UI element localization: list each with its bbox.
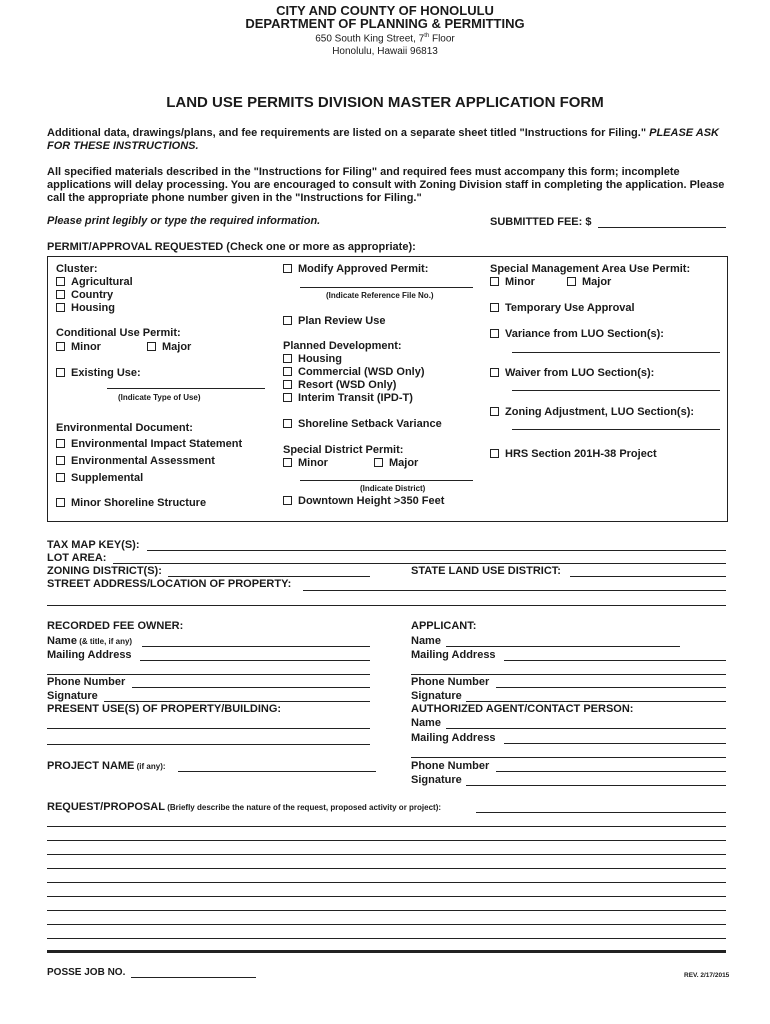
applicant-mailing-field-2[interactable] bbox=[411, 674, 726, 675]
tmk-field[interactable] bbox=[147, 550, 726, 551]
project-name-label: PROJECT NAME (if any): bbox=[47, 760, 166, 772]
owner-mailing-field-2[interactable] bbox=[47, 674, 370, 675]
owner-signature-label: Signature bbox=[47, 690, 98, 702]
agent-signature-label: Signature bbox=[411, 774, 462, 786]
state-land-use-field[interactable] bbox=[570, 576, 726, 577]
cluster-label: Cluster: bbox=[56, 263, 98, 275]
zoning-district-label: ZONING DISTRICT(S): bbox=[47, 565, 162, 577]
owner-name-label: Name (& title, if any) bbox=[47, 635, 133, 647]
sma-major-checkbox[interactable]: Major bbox=[567, 276, 611, 288]
special-district-label: Special District Permit: bbox=[283, 444, 404, 456]
form-title: LAND USE PERMITS DIVISION MASTER APPLICATION FORM bbox=[166, 94, 604, 111]
indicate-district-note: (Indicate District) bbox=[360, 484, 426, 493]
cluster-housing-checkbox[interactable]: Housing bbox=[56, 302, 115, 314]
tmk-label: TAX MAP KEY(S): bbox=[47, 539, 140, 551]
agent-title: AUTHORIZED AGENT/CONTACT PERSON: bbox=[411, 703, 634, 715]
interim-transit-checkbox[interactable]: Interim Transit (IPD-T) bbox=[283, 392, 413, 404]
cluster-country-checkbox[interactable]: Country bbox=[56, 289, 113, 301]
applicant-mailing-label: Mailing Address bbox=[411, 649, 496, 661]
indicate-ref-note: (Indicate Reference File No.) bbox=[326, 291, 434, 300]
intro-paragraph-2: All specified materials described in the "Instructions for Filing" and required fees must accompany this form; incomplete applications will delay processing. You are encouraged to consult with Zoning Division staff in completing the application. Please call the appropriate phone number given in the "Instructions for Filing." bbox=[47, 166, 725, 204]
supplemental-checkbox[interactable]: Supplemental bbox=[56, 472, 143, 484]
existing-use-field[interactable] bbox=[107, 388, 265, 389]
modify-approved-checkbox[interactable]: Modify Approved Permit: bbox=[283, 263, 428, 275]
applicant-mailing-field[interactable] bbox=[504, 660, 726, 661]
conditional-major-checkbox[interactable]: Major bbox=[147, 341, 191, 353]
revision-date: REV. 2/17/2015 bbox=[684, 972, 730, 979]
downtown-height-checkbox[interactable]: Downtown Height >350 Feet bbox=[283, 495, 444, 507]
variance-luo-field[interactable] bbox=[512, 352, 720, 353]
address-line-2: Honolulu, Hawaii 96813 bbox=[332, 46, 438, 57]
conditional-use-label: Conditional Use Permit: bbox=[56, 327, 181, 339]
lot-area-label: LOT AREA: bbox=[47, 552, 107, 564]
owner-signature-field[interactable] bbox=[104, 701, 370, 702]
owner-name-field[interactable] bbox=[142, 646, 370, 647]
district-field[interactable] bbox=[300, 480, 473, 481]
hrs-project-checkbox[interactable]: HRS Section 201H-38 Project bbox=[490, 448, 657, 460]
posse-field[interactable] bbox=[131, 977, 256, 978]
resort-checkbox[interactable]: Resort (WSD Only) bbox=[283, 379, 396, 391]
agent-mailing-label: Mailing Address bbox=[411, 732, 496, 744]
agent-phone-field[interactable] bbox=[496, 771, 726, 772]
request-line[interactable] bbox=[47, 854, 726, 855]
permit-requested-label: PERMIT/APPROVAL REQUESTED (Check one or more as appropriate): bbox=[47, 241, 416, 253]
agent-name-label: Name bbox=[411, 717, 441, 729]
existing-use-checkbox[interactable]: Existing Use: bbox=[56, 367, 141, 379]
indicate-type-note: (Indicate Type of Use) bbox=[118, 393, 201, 402]
agency-name: CITY AND COUNTY OF HONOLULU bbox=[276, 3, 494, 18]
pd-housing-checkbox[interactable]: Housing bbox=[283, 353, 342, 365]
agent-phone-label: Phone Number bbox=[411, 760, 490, 772]
request-label: REQUEST/PROPOSAL (Briefly describe the nature of the request, proposed activity or project): bbox=[47, 801, 442, 813]
present-use-field-2[interactable] bbox=[47, 744, 370, 745]
request-line[interactable] bbox=[47, 868, 726, 869]
waiver-luo-checkbox[interactable]: Waiver from LUO Section(s): bbox=[490, 367, 654, 379]
owner-mailing-field[interactable] bbox=[140, 660, 370, 661]
plan-review-checkbox[interactable]: Plan Review Use bbox=[283, 315, 385, 327]
agent-mailing-field-2[interactable] bbox=[411, 757, 726, 758]
sma-minor-checkbox[interactable]: Minor bbox=[490, 276, 535, 288]
ea-checkbox[interactable]: Environmental Assessment bbox=[56, 455, 215, 467]
agent-name-field[interactable] bbox=[446, 728, 726, 729]
request-line[interactable] bbox=[47, 938, 726, 939]
intro-paragraph-1: Additional data, drawings/plans, and fee requirements are listed on a separate sheet titled "Instructions for Filing." PLEASE ASK FOR THESE INSTRUCTIONS. bbox=[47, 127, 720, 152]
request-line[interactable] bbox=[47, 910, 726, 911]
waiver-luo-field[interactable] bbox=[512, 390, 720, 391]
agent-mailing-field[interactable] bbox=[504, 743, 726, 744]
temporary-use-checkbox[interactable]: Temporary Use Approval bbox=[490, 302, 635, 314]
footer-divider bbox=[47, 950, 726, 953]
special-major-checkbox[interactable]: Major bbox=[374, 457, 418, 469]
zoning-adjustment-field[interactable] bbox=[512, 429, 720, 430]
address-line-1: 650 South King Street, 7th Floor bbox=[315, 33, 455, 45]
posse-label: POSSE JOB NO. bbox=[47, 967, 126, 978]
applicant-name-field[interactable] bbox=[446, 646, 680, 647]
minor-shoreline-checkbox[interactable]: Minor Shoreline Structure bbox=[56, 497, 206, 509]
owner-phone-field[interactable] bbox=[132, 687, 370, 688]
lot-area-field[interactable] bbox=[113, 563, 726, 564]
print-legibly-note: Please print legibly or type the required information. bbox=[47, 215, 321, 227]
request-line[interactable] bbox=[47, 882, 726, 883]
sma-label: Special Management Area Use Permit: bbox=[490, 263, 691, 275]
applicant-phone-label: Phone Number bbox=[411, 676, 490, 688]
cluster-agricultural-checkbox[interactable]: Agricultural bbox=[56, 276, 133, 288]
commercial-checkbox[interactable]: Commercial (WSD Only) bbox=[283, 366, 425, 378]
state-land-use-label: STATE LAND USE DISTRICT: bbox=[411, 565, 561, 577]
owner-title: RECORDED FEE OWNER: bbox=[47, 620, 184, 632]
applicant-signature-label: Signature bbox=[411, 690, 462, 702]
department-name: DEPARTMENT OF PLANNING & PERMITTING bbox=[245, 16, 525, 31]
zoning-adjustment-checkbox[interactable]: Zoning Adjustment, LUO Section(s): bbox=[490, 406, 694, 418]
submitted-fee-field[interactable] bbox=[598, 227, 726, 228]
reference-file-field[interactable] bbox=[300, 287, 473, 288]
owner-phone-label: Phone Number bbox=[47, 676, 126, 688]
request-field[interactable] bbox=[476, 812, 726, 813]
zoning-district-field[interactable] bbox=[168, 576, 370, 577]
present-use-field[interactable] bbox=[47, 728, 370, 729]
owner-mailing-label: Mailing Address bbox=[47, 649, 132, 661]
variance-luo-checkbox[interactable]: Variance from LUO Section(s): bbox=[490, 328, 664, 340]
request-line[interactable] bbox=[47, 840, 726, 841]
applicant-signature-field[interactable] bbox=[466, 701, 726, 702]
applicant-phone-field[interactable] bbox=[496, 687, 726, 688]
applicant-title: APPLICANT: bbox=[411, 620, 477, 632]
conditional-minor-checkbox[interactable]: Minor bbox=[56, 341, 101, 353]
street-address-label: STREET ADDRESS/LOCATION OF PROPERTY: bbox=[47, 578, 292, 590]
eis-checkbox[interactable]: Environmental Impact Statement bbox=[56, 438, 242, 450]
applicant-name-label: Name bbox=[411, 635, 441, 647]
request-line[interactable] bbox=[47, 826, 726, 827]
present-use-label: PRESENT USE(S) OF PROPERTY/BUILDING: bbox=[47, 703, 282, 715]
agent-signature-field[interactable] bbox=[466, 785, 726, 786]
special-minor-checkbox[interactable]: Minor bbox=[283, 457, 328, 469]
street-address-field[interactable] bbox=[303, 590, 726, 591]
submitted-fee-label: SUBMITTED FEE: $ bbox=[490, 216, 592, 228]
street-address-field-2[interactable] bbox=[47, 605, 726, 606]
project-name-field[interactable] bbox=[178, 771, 376, 772]
planned-dev-label: Planned Development: bbox=[283, 340, 402, 352]
request-line[interactable] bbox=[47, 924, 726, 925]
request-line[interactable] bbox=[47, 896, 726, 897]
env-document-label: Environmental Document: bbox=[56, 422, 193, 434]
shoreline-setback-checkbox[interactable]: Shoreline Setback Variance bbox=[283, 418, 442, 430]
